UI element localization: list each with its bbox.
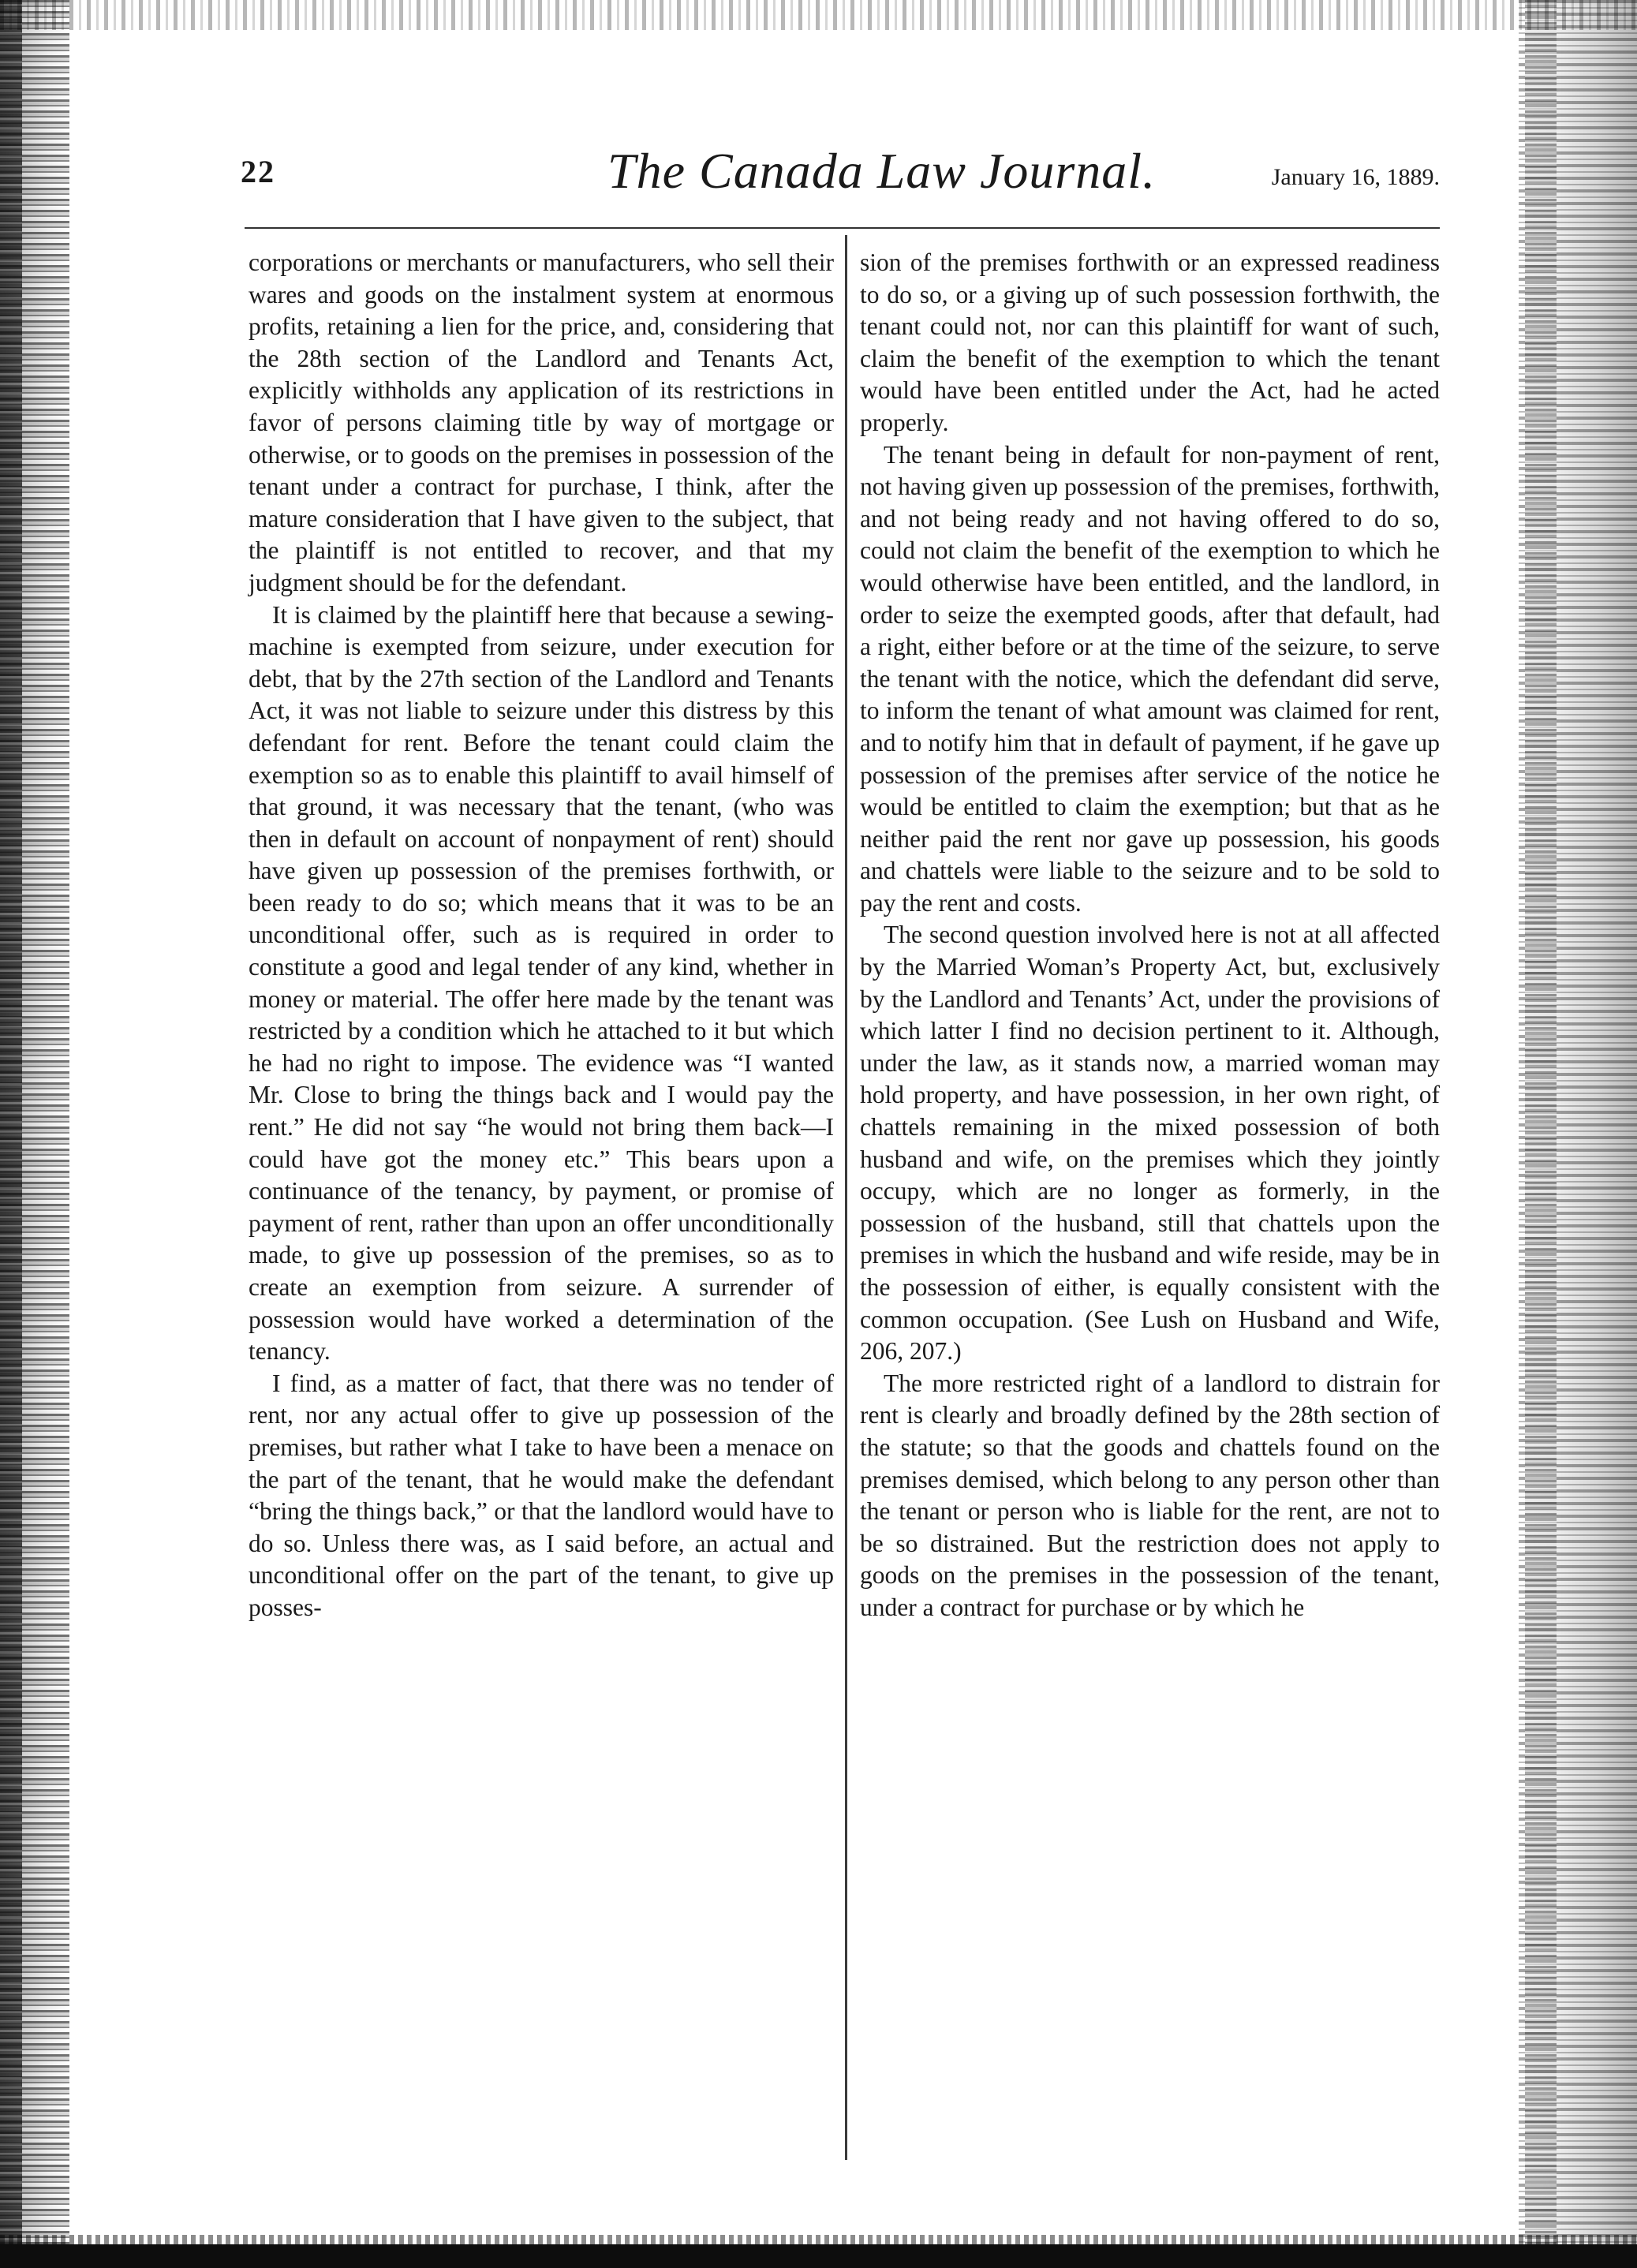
paragraph: The second question involved here is not at all affected by the Married Woman’s Property Act, but, exclusively by the Landlord and Tenants’ Act, under the provisions of which latter I find no decision pertinent to it. Although, under the law, as it stands now, a married woman may hold property, and have possession, in her own right, of chattels remaining in the mixed possession of both husband and wife, on the premises which they jointly occupy, which are no longer as formerly, in the possession of the husband, still that chattels upon the premises in which the husband and wife reside, may be in the possession of either, is equally consistent with the common occupation. (See Lush on Husband and Wife, 206, 207.): [860, 921, 1440, 1366]
column-divider: [845, 235, 847, 2160]
paragraph: corporations or merchants or manufacturers, who sell their wares and goods on the instalment system at enormous profits, retaining a lien for the price, and, considering that the 28th section of the Landlord and Tenants Act, explicitly withholds any application of its restrictions in favor of persons claiming title by way of mortgage or otherwise, or to goods on the premises in possession of the tenant under a contract for purchase, I think, after the mature consideration that I have given to the subject, that the plaintiff is not entitled to recover, and that my judgment should be for the defendant.: [249, 248, 834, 596]
scan-top-edge: [0, 0, 1637, 30]
scan-bottom-edge: [0, 2244, 1637, 2268]
right-column: [860, 247, 1440, 1624]
left-column: [249, 247, 834, 1624]
scan-right-edge: [1519, 0, 1637, 2268]
page-header: [241, 142, 1440, 205]
header-rule: [245, 227, 1440, 229]
paragraph: It is claimed by the plaintiff here that because a sewing-machine is exempted from seizure, under execution for debt, that by the 27th section of the Landlord and Tenants Act, it was not liable to seizure under this distress by this defendant for rent. Before the tenant could claim the exemption so as to enable this plaintiff to avail himself of that ground, it was necessary that the tenant, (who was then in default on account of nonpayment of rent) should have given up possession of the premises forthwith, or been ready to do so; which means that it was to be an unconditional offer, such as is required in order to constitute a good and legal tender of any kind, whether in money or material. The offer here made by the tenant was restricted by a condition which he attached to it but which he had no right to impose. The evidence was “I wanted Mr. Close to bring the things back and I would pay the rent.” He did not say “he would not bring them back—I could have got the money etc.” This bears upon a continuance of the tenancy, by payment, or promise of payment of rent, rather than upon an offer unconditionally made, to give up possession of the premises, so as to create an exemption from seizure. A surrender of possession would have worked a determination of the tenancy.: [249, 600, 834, 1366]
paragraph: sion of the premises forthwith or an expressed readiness to do so, or a giving up of such possession forthwith, the tenant could not, nor can this plaintiff for want of such, claim the benefit of the exemption to which the tenant would have been entitled under the Act, had he acted properly.: [860, 248, 1440, 436]
journal-title: The Canada Law Journal.: [607, 143, 1157, 199]
issue-date: January 16, 1889.: [1271, 164, 1440, 190]
page-number: 22: [241, 154, 275, 189]
paragraph: I find, as a matter of fact, that there was no tender of rent, nor any actual offer to give up possession of the premises, but rather what I take to have been a menace on the part of the tenant, that he would make the defendant “bring the things back,” or that the landlord would have to do so. Unless there was, as I said before, an actual and unconditional offer on the part of the tenant, to give up posses-: [249, 1369, 834, 1621]
paragraph: The more restricted right of a landlord to distrain for rent is clearly and broadly defined by the 28th section of the statute; so that the goods and chattels found on the premises demised, which belong to any person other than the tenant or person who is liable for the rent, are not to be so distrained. But the restriction does not apply to goods on the premises in the possession of the tenant, under a contract for purchase or by which he: [860, 1369, 1440, 1621]
scan-left-edge: [0, 0, 69, 2268]
paragraph: The tenant being in default for non-payment of rent, not having given up possession of the premises, forthwith, and not being ready and not having offered to do so, could not claim the benefit of the exemption to which he would otherwise have been entitled, and the landlord, in order to seize the exempted goods, after that default, had a right, either before or at the time of the seizure, to serve the tenant with the notice, which the defendant did serve, to inform the tenant of what amount was claimed for rent, and to notify him that in default of payment, if he gave up possession of the premises after service of the notice he would be entitled to claim the exemption; but that as he neither paid the rent nor gave up possession, his goods and chattels were liable to the seizure and to be sold to pay the rent and costs.: [860, 440, 1440, 917]
